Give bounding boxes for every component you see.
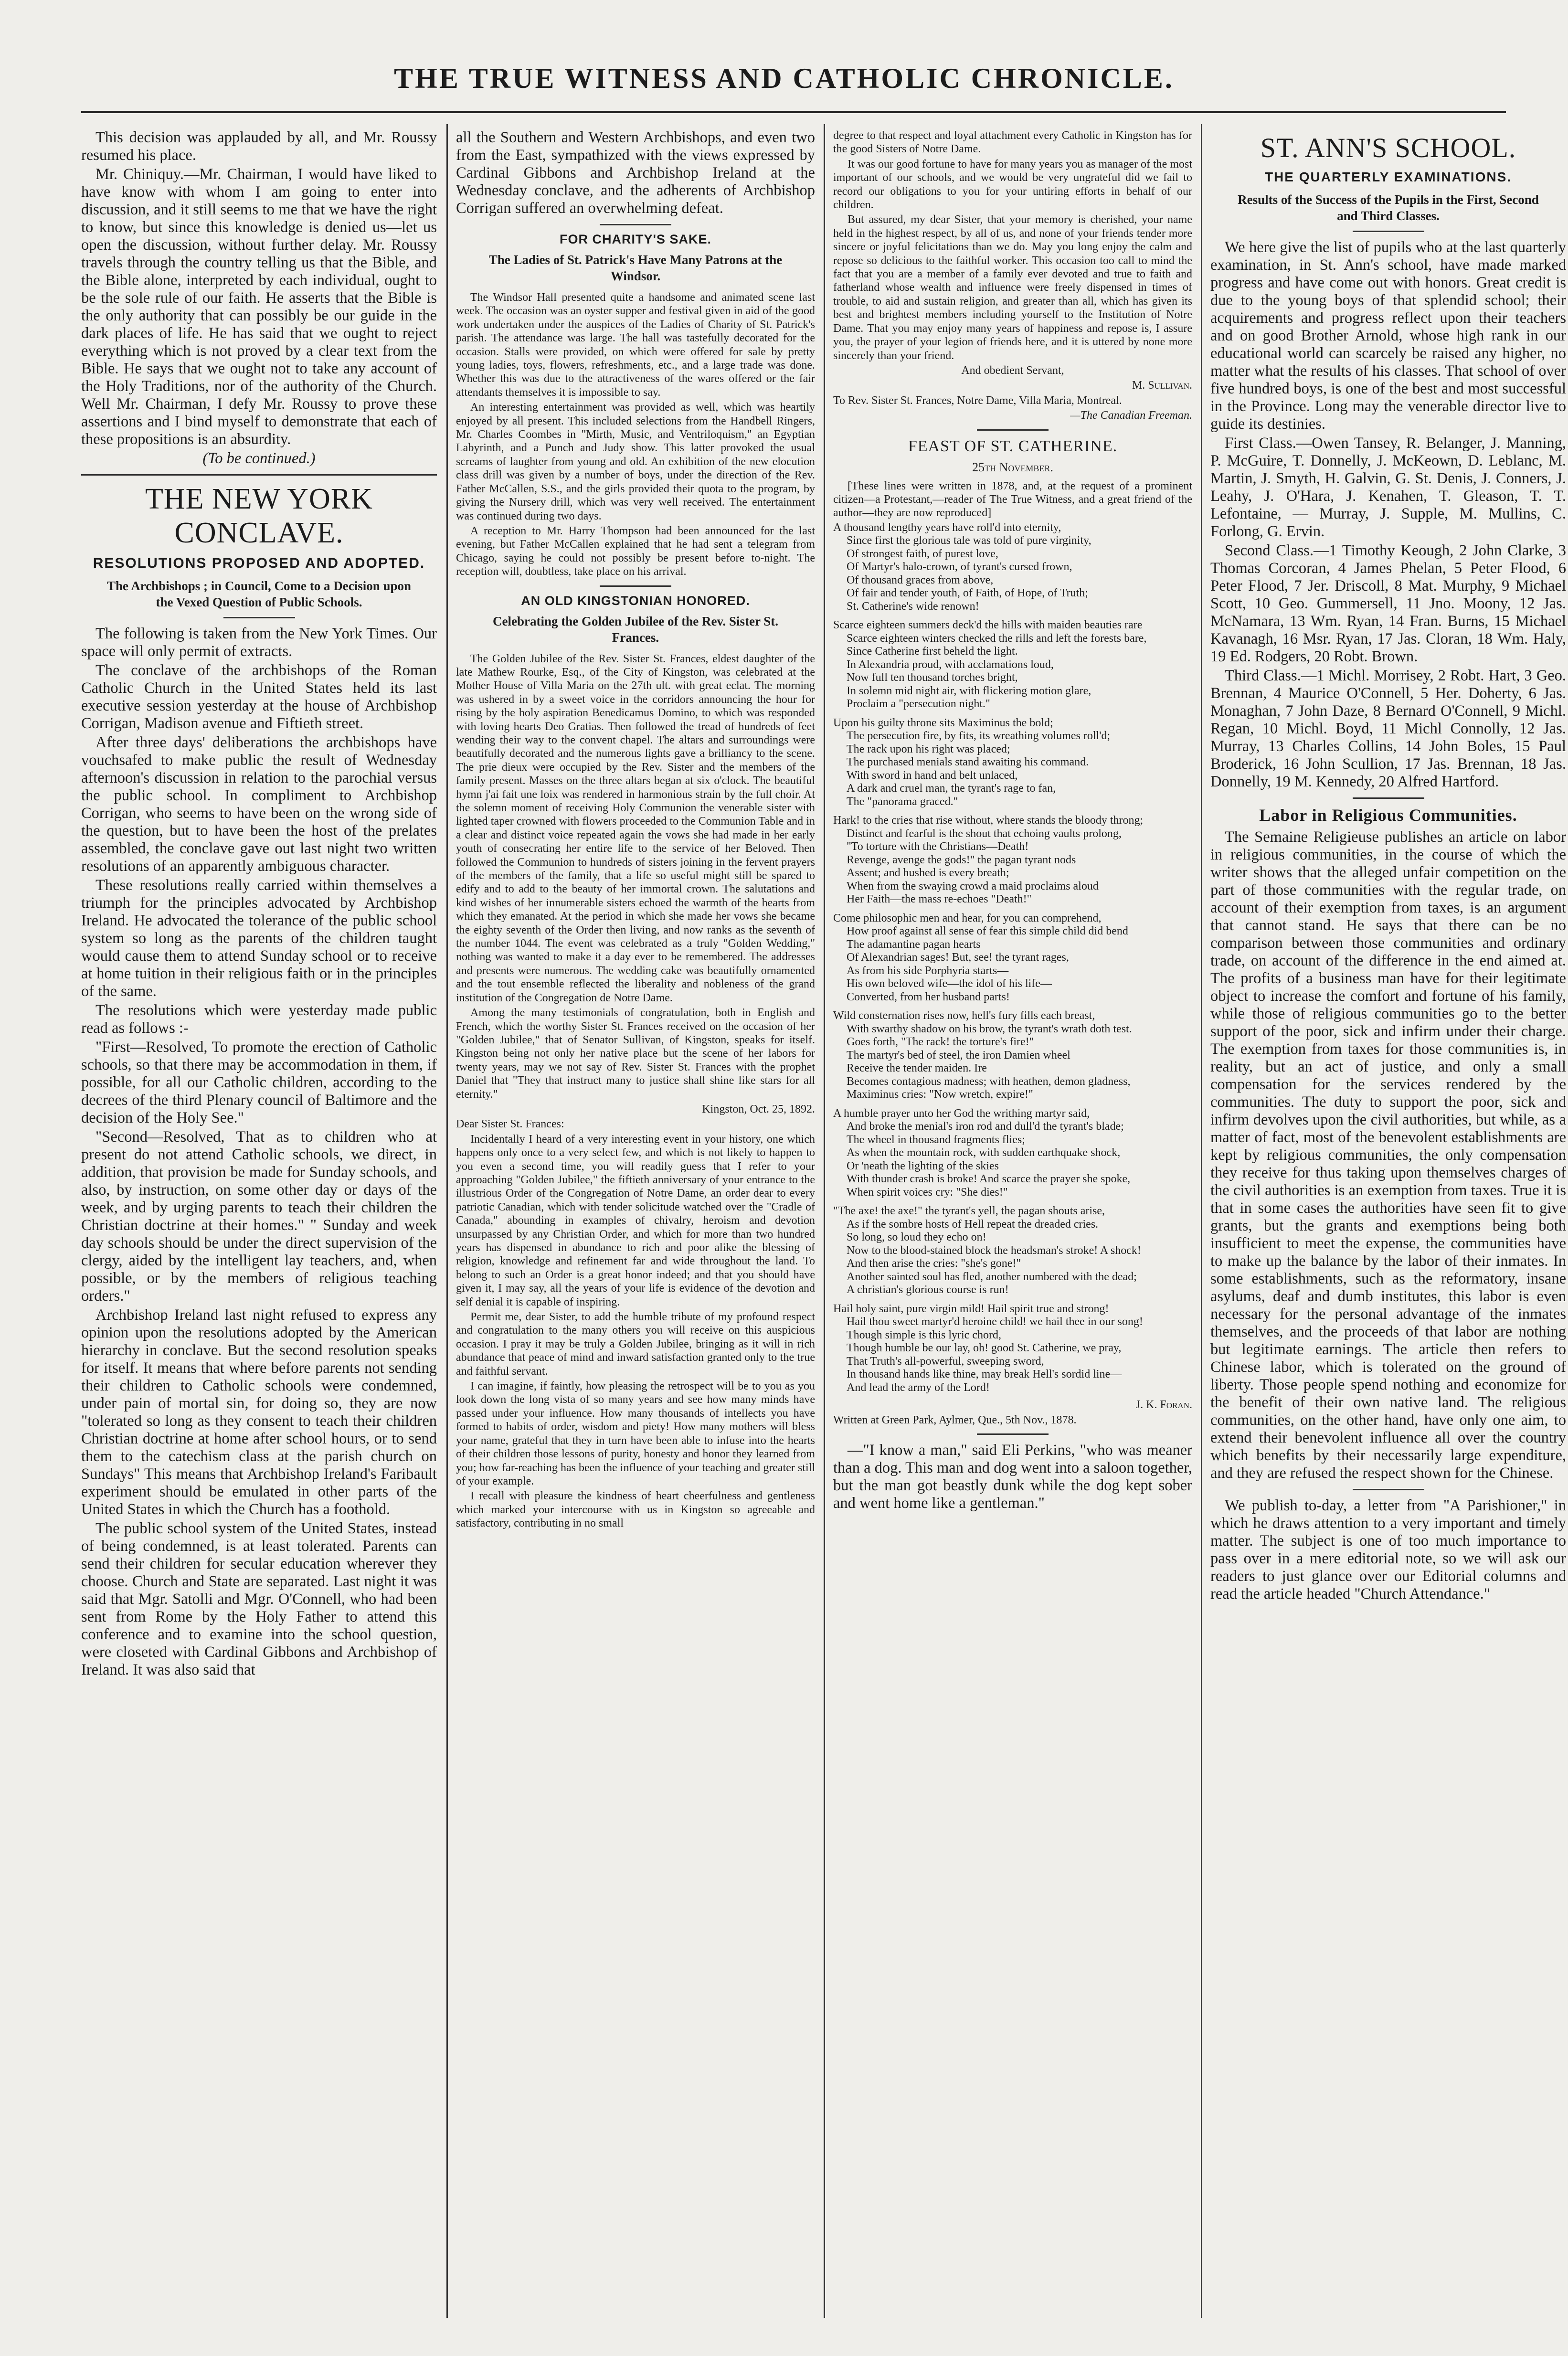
poem-line: Hark! to the cries that rise without, where stands the bloody throng;	[833, 814, 1144, 827]
subhead-examinations: THE QUARTERLY EXAMINATIONS.	[1264, 170, 1512, 184]
column-1	[81, 129, 437, 2318]
deck-kingstonian: Celebrating the Golden Jubilee of the Rev. Sister St. Frances.	[493, 614, 778, 645]
poem-line: Of thousand graces from above,	[847, 573, 994, 586]
article-paragraph: The conclave of the archbishops of the Roman Catholic Church in the United States held its last executive session yesterday at the house of Archbishop Corrigan, Madison avenue and Fiftieth street.	[81, 662, 437, 732]
short-rule	[600, 585, 671, 587]
poem-line: The persecution fire, by fits, its wreathing volumes roll'd;	[847, 730, 1111, 743]
deck-charity: The Ladies of St. Patrick's Have Many Patrons at the Windsor.	[488, 253, 783, 283]
short-rule	[600, 224, 671, 225]
column-divider	[1201, 124, 1202, 2318]
column-2	[456, 129, 815, 2318]
poem-line: Of Martyr's halo-crown, of tyrant's cursed frown,	[847, 561, 1072, 573]
poem-line: Another sainted soul has fled, another numbered with the dead;	[847, 1270, 1137, 1283]
poem-line: A thousand lengthy years have roll'd into eternity,	[833, 521, 1061, 534]
poem-line: His own beloved wife—the idol of his life—	[847, 977, 1052, 990]
poem-line: Assent; and hushed is every breath;	[847, 867, 1009, 880]
poem-line: Becomes contagious madness; with heathen, demon gladness,	[847, 1075, 1131, 1088]
headline-charity: FOR CHARITY'S SAKE.	[560, 232, 711, 246]
poem-line: How proof against all sense of fear this simple child did bend	[847, 925, 1128, 938]
continued-note: (To be continued.)	[202, 450, 316, 467]
poem-line: Since Catherine first beheld the light.	[847, 645, 1018, 658]
poem-line: The rack upon his right was placed;	[847, 743, 1010, 755]
article-paragraph: The Golden Jubilee of the Rev. Sister St. Frances, eldest daughter of the late Mathew Rourke, Esq., of the City of Kingston, was celebrated at the Mother House of Villa Maria on the 27th ult. with great eclat. The morning was ushered in by a sweet voice in the corridors announcing the hour for rising by the holy aspiration Benedicamus Domino, to which was responded with loving hearts Deo Gratias. Then followed the tread of hundreds of feet wending their way to the convent chapel. The altars and surroundings were beautifully decorated and the numerous lights gave a brilliancy to the scene. The prie dieux were occupied by the Rev. Sister and the members of the family present. Masses on the three altars began at six o'clock. The beautiful hymn j'ai fait une loix was rendered in harmonious strain by the full choir. At the solemn moment of receiving Holy Communion the venerable sister with lighted taper crowned with flowers proceeded to the Communion Table and in a clear and distinct voice repeated again the vows she had made in her early youth of consecrating her entire life to the service of her Beloved. Then followed the Communion to hundreds of sisters joining in the fervent prayers of the members of the family, that a life so useful might still be spared to edify and to add to the beauty of her immortal crown. The salutations and kind wishes of her innumerable sisters echoed the warmth of the hearts from which they emanated. At the period in which she made her vows she became the eighty seventh of the Order then living, and now ranks as the seventh of the number 1044. The event was celebrated as a truly "Golden Wedding," nothing was wanted to make it a day ever to be remembered. The addresses and presents were numerous. The wedding cake was beautifully ornamented and the tout ensemble reflected the liberality and nobleness of the grand institution of the Congregation de Notre Dame.	[456, 652, 815, 1004]
headline-st-anns: ST. ANN'S SCHOOL.	[1260, 132, 1516, 163]
poem-line: Hail thou sweet martyr'd heroine child! we hail thee in our song!	[847, 1316, 1143, 1328]
poem-line: As when the mountain rock, with sudden earthquake shock,	[847, 1146, 1121, 1159]
poem-line: When from the swaying crowd a maid proclaims aloud	[847, 880, 1099, 892]
article-paragraph: After three days' deliberations the archbishops have vouchsafed to make public the result of Wednesday afternoon's discussion in relation to the parochial versus the public school. In compliment to Archbishop Corrigan, who seems to have been on the wrong side of the question, but to have been the host of the prelates assembled, the conclave gave out last night two written resolutions of an apparently ambiguous character.	[81, 734, 437, 875]
poem-line: That Truth's all-powerful, sweeping sword,	[847, 1355, 1044, 1368]
article-paragraph: I can imagine, if faintly, how pleasing the retrospect will be to you as you look down the long vista of so many years and see how many minds have passed under your influence. How many thousands of intellects you have formed to habits of order, wisdom and piety! How many mothers will bless your name, grateful that they in turn have been able to infuse into the hearts of their children those lessons of purity, honesty and honor they learned from you; how far-reaching has been the influence of your teaching and greater still of your example.	[456, 1380, 815, 1487]
article-paragraph: These resolutions really carried within themselves a triumph for the principles advocated by Archbishop Ireland. He advocated the tolerance of the public school system so long as the parents of the children taught would cause them to attend Sunday school or to receive at home tuition in their religious faith or in the principles of the same.	[81, 877, 437, 1000]
poem-line: A christian's glorious course is run!	[847, 1284, 1009, 1296]
article-paragraph: The Semaine Religieuse publishes an article on labor in religious communities, in the course of which the writer shows that the alleged unfair competition on the part of those communities with the regular trade, on account of their exemption from taxes, is an argument that cannot stand. He says that there can be no comparison between those communities and ordinary trade, on account of the difference in the end aimed at. The profits of a business man have for their legitimate object to increase the comfort and fortune of his family, while those of religious communities go to the better support of the poor, sick and infirm under their charge. The exemption from taxes for those communities is, in reality, but an act of justice, and only a small compensation for the services rendered by the communities. The duty to support the poor, sick and infirm devolves upon the civil authorities, but while, as a matter of fact, most of the benevolent establishments are kept by religious communities, the only compensation they receive for thus taking upon themselves charges of the civil authorities is an exemption from taxes. True it is that in some cases the authorities have seen fit to give grants, but the grants and exemptions being both insufficient to meet the expense, the communities have to make up the balance by the labor of their inmates. In some establishments, such as the reformatory, insane asylums, deaf and dumb institutes, this labor is even necessary for the personal advantage of the inmates themselves, and the proceeds of that labor are nothing but legitimate earnings. The article then refers to Chinese labor, which is tolerated on the ground of liberty. Those people spend nothing and economize for the benefit of their own native land. The religious communities, on the other hand, have only one aim, to extend their benevolent influence all over the country which benefits by their necessarily large expenditure, and they are refused the respect shown for the Chinese.	[1210, 828, 1566, 1482]
poem-line: With thunder crash is broke! And scarce the prayer she spoke,	[847, 1173, 1131, 1186]
poem-line: When spirit voices cry: "She dies!"	[847, 1186, 1008, 1199]
poem-line: Wild consternation rises now, hell's fury fills each breast,	[833, 1009, 1095, 1022]
poem-line: Scarce eighteen summers deck'd the hills with maiden beauties rare	[833, 619, 1143, 632]
article-paragraph: The resolutions which were yesterday made public read as follows :-	[81, 1002, 437, 1037]
poem-line: With swarthy shadow on his brow, the tyrant's wrath doth test.	[847, 1022, 1132, 1035]
stanza-gap	[833, 613, 1192, 619]
article-paragraph: The Windsor Hall presented quite a handsome and animated scene last week. The occasion was an oyster supper and festival given in aid of the good work undertaken under the auspices of the Ladies of Charity of St. Patrick's parish. The attendance was large. The hall was tastefully decorated for the occasion. Stalls were provided, on which were offered for sale by pretty young ladies, toys, flowers, refreshments, etc., and a large trade was done. Whether this was due to the attractiveness of the wares offered or the fair attendants themselves it is impossible to say.	[456, 291, 815, 399]
poem-line: Distinct and fearful is the shout that echoing vaults prolong,	[847, 827, 1122, 840]
poem-line: Though simple is this lyric chord,	[847, 1328, 1001, 1341]
section-rule	[81, 474, 437, 476]
poem-line: "To torture with the Christians—Death!	[847, 840, 1029, 853]
short-rule	[1353, 1489, 1424, 1490]
article-paragraph: degree to that respect and loyal attachment every Catholic in Kingston has for the good Sisters of Notre Dame.	[833, 129, 1192, 156]
poem-line: Of strongest faith, of purest love,	[847, 547, 998, 560]
article-paragraph: A reception to Mr. Harry Thompson had been announced for the last evening, but Father McCallen explained that he had sent a telegram from Chicago, saying he could not possibly be present before to-night. The reception will, doubtless, take place on his arrival.	[456, 524, 815, 578]
article-paragraph: An interesting entertainment was provided as well, which was heartily enjoyed by all present. This included selections from the Handbell Ringers, Mr. Charles Coombes in "Mirth, Music, and Ventriloquism," an Egyptian Labyrinth, and a Punch and Judy show. This latter provoked the usual screams of laughter from young and old. An exhibition of the new elocution class drill was given by a number of boys, under the direction of the Rev. Father McCallen, S.S., and the girls provided their quota to the program, by giving the Nursery drill, which was very well received. The entertainment was continued during two days.	[456, 401, 815, 522]
stanza-gap	[833, 711, 1192, 717]
letter-signer: M. Sullivan.	[1132, 379, 1192, 392]
poem-line: Receive the tender maiden. Ire	[847, 1062, 987, 1075]
poem-line: And then arise the cries: "she's gone!"	[847, 1257, 1021, 1270]
poem-line: Goes forth, "The rack! the torture's fire!"	[847, 1036, 1034, 1049]
poem-line: St. Catherine's wide renown!	[847, 600, 979, 613]
poem-line: Hail holy saint, pure virgin mild! Hail spirit true and strong!	[833, 1302, 1109, 1315]
article-paragraph: Among the many testimonials of congratulation, both in English and French, which the worthy Sister St. Frances received on the occasion of her "Golden Jubilee," that of Senator Sullivan, of Kingston, speaks for itself. Kingston being not only her native place but the scene of her labors for twenty years, may we not say of Rev. Sister St. Frances with the prophet Daniel that "They that instruct many to justice shall shine like stars for all eternity."	[456, 1007, 815, 1101]
poem-line: Converted, from her husband parts!	[847, 990, 1010, 1003]
article-paragraph: —"I know a man," said Eli Perkins, "who was meaner than a dog. This man and dog went into a saloon together, but the man got beastly dunk while the dog kept sober and went home like a gentleman."	[833, 1442, 1192, 1512]
short-rule	[1353, 797, 1424, 799]
editor-note: [These lines were written in 1878, and, at the request of a prominent citizen—a Protestant,—reader of The True Witness, and a great friend of the author—they are now reproduced]	[833, 479, 1192, 520]
resolution-first: "First—Resolved, To promote the erection of Catholic schools, so that there may be accommodation in them, if possible, for all our Catholic children, according to the decrees of the third Plenary council of Baltimore and the decision of the Holy See."	[81, 1039, 437, 1126]
column-divider	[446, 124, 448, 2318]
poem-line: Revenge, avenge the gods!" the pagan tyrant nods	[847, 853, 1076, 866]
stanza-gap	[833, 1102, 1192, 1107]
poem-place: Written at Green Park, Aylmer, Que., 5th Nov., 1878.	[833, 1413, 1077, 1426]
article-paragraph: Permit me, dear Sister, to add the humble tribute of my profound respect and congratulation to the many others you will receive on this auspicious occasion. I pray it may be truly a Golden Jubilee, bringing as it will in rich abundance that peace of mind and inward satisfaction granted only to the true and faithful servant.	[456, 1311, 815, 1378]
article-paragraph: I recall with pleasure the kindness of heart cheerfulness and gentleness which marked your intercourse with us in Kingston so agreeable and satisfactory, contributing in no small	[456, 1490, 815, 1530]
second-class-list: Second Class.—1 Timothy Keough, 2 John Clarke, 3 Thomas Corcoran, 4 James Phelan, 5 Peter Flood, 6 Peter Flood, 7 Jer. Driscoll, 8 Mat. Murphy, 9 Michael Scott, 10 Geo. Gummersell, 11 Jno. Moony, 12 Jas. McNamara, 13 Wm. Ryan, 14 Fran. Burns, 15 Michael Kavanagh, 16 Msr. Ryan, 17 Jas. Cloran, 18 Wm. Haly, 19 Ed. Rodgers, 20 Robt. Brown.	[1210, 542, 1566, 665]
poem-line: "The axe! the axe!" the tyrant's yell, the pagan shouts arise,	[833, 1205, 1105, 1218]
source-credit: —The Canadian Freeman.	[1070, 409, 1192, 422]
resolution-second: "Second—Resolved, That as to children who at present do not attend Catholic schools, we direct, in addition, that provision be made for Sunday schools, and also, by instruction, on some other day or days of the week, and by urging parents to teach their children the Christian doctrine at their homes." " Sunday and week day schools should be under the direct supervision of the clergy, aided by the intelligent lay teachers, and, when possible, or by the members of religious teaching orders."	[81, 1128, 437, 1305]
letter-closing: And obedient Servant,	[961, 364, 1064, 377]
dateline: Kingston, Oct. 25, 1892.	[702, 1103, 815, 1115]
poem-line: The wheel in thousand fragments flies;	[847, 1133, 1025, 1146]
poem-line: As from his side Porphyria starts—	[847, 964, 1009, 977]
feast-date: 25th November.	[972, 460, 1053, 474]
short-rule	[223, 617, 295, 618]
article-paragraph: This decision was applauded by all, and Mr. Roussy resumed his place.	[81, 129, 437, 164]
article-paragraph: all the Southern and Western Archbishops, and even two from the East, sympathized with the views expressed by Cardinal Gibbons and Archbishop Ireland at the Wednesday conclave, and the adherents of Archbishop Corrigan suffered an overwhelming defeat.	[456, 129, 815, 217]
article-paragraph: The public school system of the United States, instead of being condemned, is at least tolerated. Parents can send their children for secular education wherever they choose. Church and State are separated. Last night it was said that Mgr. Satolli and Mgr. O'Connell, who had been sent from Rome by the Holy Father to attend this conference and to examine into the school question, were closeted with Cardinal Gibbons and Archbishop of Ireland. It was also said that	[81, 1520, 437, 1678]
headline-kingstonian: AN OLD KINGSTONIAN HONORED.	[521, 593, 750, 608]
stanza-gap	[833, 808, 1192, 814]
article-paragraph: But assured, my dear Sister, that your memory is cherished, your name held in the highest respect, by all of us, and none of your friends tender more sincere or joyful felicitations than we do. May you long enjoy the calm and repose so delicious to the faithful worker. This occasion too call to mind the fact that you are a member of a family ever devoted and true to faith and fatherland whose wealth and influence were freely dispensed in times of trouble, to aid and sustain religion, and greater than all, which has given its best and brightest members including yourself to the Institution of Notre Dame. That you may enjoy many years of happiness and repose is, I assure you, the prayer of your legion of friends here, and it is uttered by none more sincerely than your friend.	[833, 213, 1192, 362]
short-rule	[1353, 231, 1424, 232]
short-rule	[977, 429, 1049, 431]
headline-feast: FEAST OF ST. CATHERINE.	[908, 437, 1118, 455]
stanza-gap	[833, 1004, 1192, 1009]
poem-line: Since first the glorious tale was told of pure virginity,	[847, 534, 1091, 547]
poem-line: Come philosophic men and hear, for you can comprehend,	[833, 912, 1102, 924]
stanza-gap	[833, 1199, 1192, 1205]
poem-line: The "panorama graced."	[847, 795, 958, 808]
poem-line: In Alexandria proud, with acclamations loud,	[847, 658, 1054, 671]
poem-line: And broke the menial's iron rod and dull'd the tyrant's blade;	[847, 1120, 1124, 1133]
poem-line: The purchased menials stand awaiting his command.	[847, 756, 1089, 769]
poem	[833, 521, 1192, 1395]
article-paragraph: The following is taken from the New York Times. Our space will only permit of extracts.	[81, 625, 437, 660]
poem-line: Of Alexandrian sages! But, see! the tyrant rages,	[847, 951, 1069, 964]
column-3	[833, 129, 1192, 2318]
article-paragraph: Mr. Chiniquy.—Mr. Chairman, I would have liked to have know with whom I am going to enter into discussion, and it still seems to me that we have the right to know, but since this knowledge is denied us—let us open the discussion, without further delay. Mr. Roussy travels through the country telling us that the Bible, and the Bible alone, interpreted by each individual, ought to be the sole rule of our faith. He asserts that the Bible is the only authority that can possibly be our guide in the dark places of life. He has said that we ought to reject everything which is not proved by a clear text from the Bible. He says that we ought not to take any account of the Holy Traditions, nor of the authority of the Church. Well Mr. Chairman, I defy Mr. Roussy to prove these assertions and I bind myself to demonstrate that each of these propositions is an absurdity.	[81, 166, 437, 448]
poem-line: As if the sombre hosts of Hell repeat the dreaded cries.	[847, 1218, 1099, 1231]
article-paragraph: We publish to-day, a letter from "A Parishioner," in which he draws attention to a very important and timely matter. The subject is one of too much importance to pass over in a mere editorial note, so we will ask our readers to just glance over our Editorial columns and read the article headed "Church Attendance."	[1210, 1497, 1566, 1603]
deck-archbishops: The Archbishops ; in Council, Come to a Decision upon the Vexed Question of Public Schools.	[106, 579, 412, 609]
poem-line: In thousand hands like thine, may break Hell's sordid line—	[847, 1368, 1122, 1381]
headline-labor: Labor in Religious Communities.	[1259, 806, 1517, 825]
article-paragraph: Archbishop Ireland last night refused to express any opinion upon the resolutions adopted by the American hierarchy in conclave. But the second resolution speaks for itself. It means that where before parents not sending their children to Catholic schools were condemned, under pain of mortal sin, for doing so, they are now "tolerated so long as they consent to teach their children Christian doctrine at home after school hours, or to send them to the catechism class at the parish church on Sundays" This means that Archbishop Ireland's Faribault experiment should be emulated in other parts of the United States in which the Church has a foothold.	[81, 1306, 437, 1518]
poem-line: Maximinus cries: "Now wretch, expire!"	[847, 1088, 1033, 1101]
subhead-resolutions: RESOLUTIONS PROPOSED AND ADOPTED.	[93, 555, 425, 571]
column-divider	[824, 124, 825, 2318]
poem-line: Her Faith—the mass re-echoes "Death!"	[847, 893, 1032, 906]
column-4	[1210, 129, 1566, 2318]
poem-line: Now to the blood-stained block the headsman's stroke! A shock!	[847, 1244, 1141, 1257]
masthead-rule	[81, 111, 1506, 113]
poem-line: Upon his guilty throne sits Maximinus the bold;	[833, 716, 1053, 729]
article-paragraph: We here give the list of pupils who at the last quarterly examination, in St. Ann's school, have made marked progress and have come out with honors. Great credit is due to the young boys of that splendid school; their acquirements and progress reflect upon their teachers and on good Brother Arnold, whose high rank in our educational world can scarcely be raised any higher, no matter what the results of his classes. That school of over five hundred boys, is one of the best and most successful in the Province. Long may the venerable director live to guide its destinies.	[1210, 239, 1566, 433]
poem-line: With sword in hand and belt unlaced,	[847, 769, 1018, 782]
poem-line: Now full ten thousand torches bright,	[847, 671, 1018, 684]
poem-line: In solemn mid night air, with flickering motion glare,	[847, 684, 1091, 697]
poem-line: The adamantine pagan hearts	[847, 938, 981, 951]
poem-author: J. K. Foran.	[1135, 1399, 1192, 1411]
article-paragraph: Incidentally I heard of a very interesting event in your history, one which happens only once to a very select few, and which is not likely to happen to you even a second time, you will readily guess that I refer to your approaching "Golden Jubilee," the fiftieth anniversary of your entrance to the illustrious Order of the Congregation of Notre Dame, an order dear to every patriotic Canadian, which with tender solicitude watched over the "Cradle of Canada," abounding in examples of chivalry, heroism and devotion unsurpassed by any Christian Order, and which for more than two hundred years has dispensed in abundance to rich and poor alike the blessing of religion, knowledge and refinement far and wide throughout the land. To belong to such an Order is a great honor indeed; and that you should have given it, I may say, all the years of your life is evidence of the devotion and self denial it is capable of inspiring.	[456, 1133, 815, 1308]
poem-line: The martyr's bed of steel, the iron Damien wheel	[847, 1049, 1070, 1061]
poem-line: Though humble be our lay, oh! good St. Catherine, we pray,	[847, 1342, 1122, 1355]
letter-addressee: To Rev. Sister St. Frances, Notre Dame, Villa Maria, Montreal.	[833, 394, 1122, 407]
poem-line: Scarce eighteen winters checked the rills and left the forests bare,	[847, 632, 1147, 645]
first-class-list: First Class.—Owen Tansey, R. Belanger, J. Manning, P. McGuire, T. Donnelly, J. McKeown, D. Leblanc, M. Martin, J. Smyth, H. Galvin, G. St. Denis, J. Conners, J. Leahy, J. O'Hara, J. Kenahen, T. Gleason, T. T. Lefontaine, — Murray, J. Supple, M. Mullins, C. Forlong, G. Ervin.	[1210, 435, 1566, 540]
headline-conclave: THE NEW YORK CONCLAVE.	[145, 483, 373, 549]
salutation: Dear Sister St. Frances:	[456, 1118, 564, 1131]
article-paragraph: It was our good fortune to have for many years you as manager of the most important of our schools, and we would be very ungrateful did we fail to record our obligations to you for your untiring efforts in behalf of our children.	[833, 158, 1192, 212]
poem-line: Proclaim a "persecution night."	[847, 698, 990, 711]
poem-line: And lead the army of the Lord!	[847, 1381, 990, 1394]
short-rule	[977, 1433, 1049, 1435]
poem-line: So long, so loud they echo on!	[847, 1231, 986, 1244]
poem-line: Of fair and tender youth, of Faith, of Hope, of Truth;	[847, 587, 1088, 600]
poem-line: A humble prayer unto her God the writhing martyr said,	[833, 1107, 1090, 1120]
masthead: THE TRUE WITNESS AND CATHOLIC CHRONICLE.	[394, 63, 1174, 94]
poem-line: A dark and cruel man, the tyrant's rage to fan,	[847, 782, 1056, 795]
third-class-list: Third Class.—1 Michl. Morrisey, 2 Robt. Hart, 3 Geo. Brennan, 4 Maurice O'Connell, 5 Her. Doherty, 6 Jas. Monaghan, 7 John Daze, 8 Bernard O'Connell, 9 Michl. Regan, 10 Michl. Boyd, 11 Michl Connolly, 12 Jas. Murray, 13 Charles Collins, 14 John Boles, 15 Paul Broderick, 16 John Scullion, 17 Jas. Brennan, 18 Jas. Donnelly, 19 M. Kennedy, 20 Alfred Hartford.	[1210, 667, 1566, 790]
deck-results: Results of the Success of the Pupils in the First, Second and Third Classes.	[1238, 192, 1539, 223]
poem-line: Or 'neath the lighting of the skies	[847, 1159, 999, 1172]
stanza-gap	[833, 1297, 1192, 1303]
stanza-gap	[833, 906, 1192, 912]
